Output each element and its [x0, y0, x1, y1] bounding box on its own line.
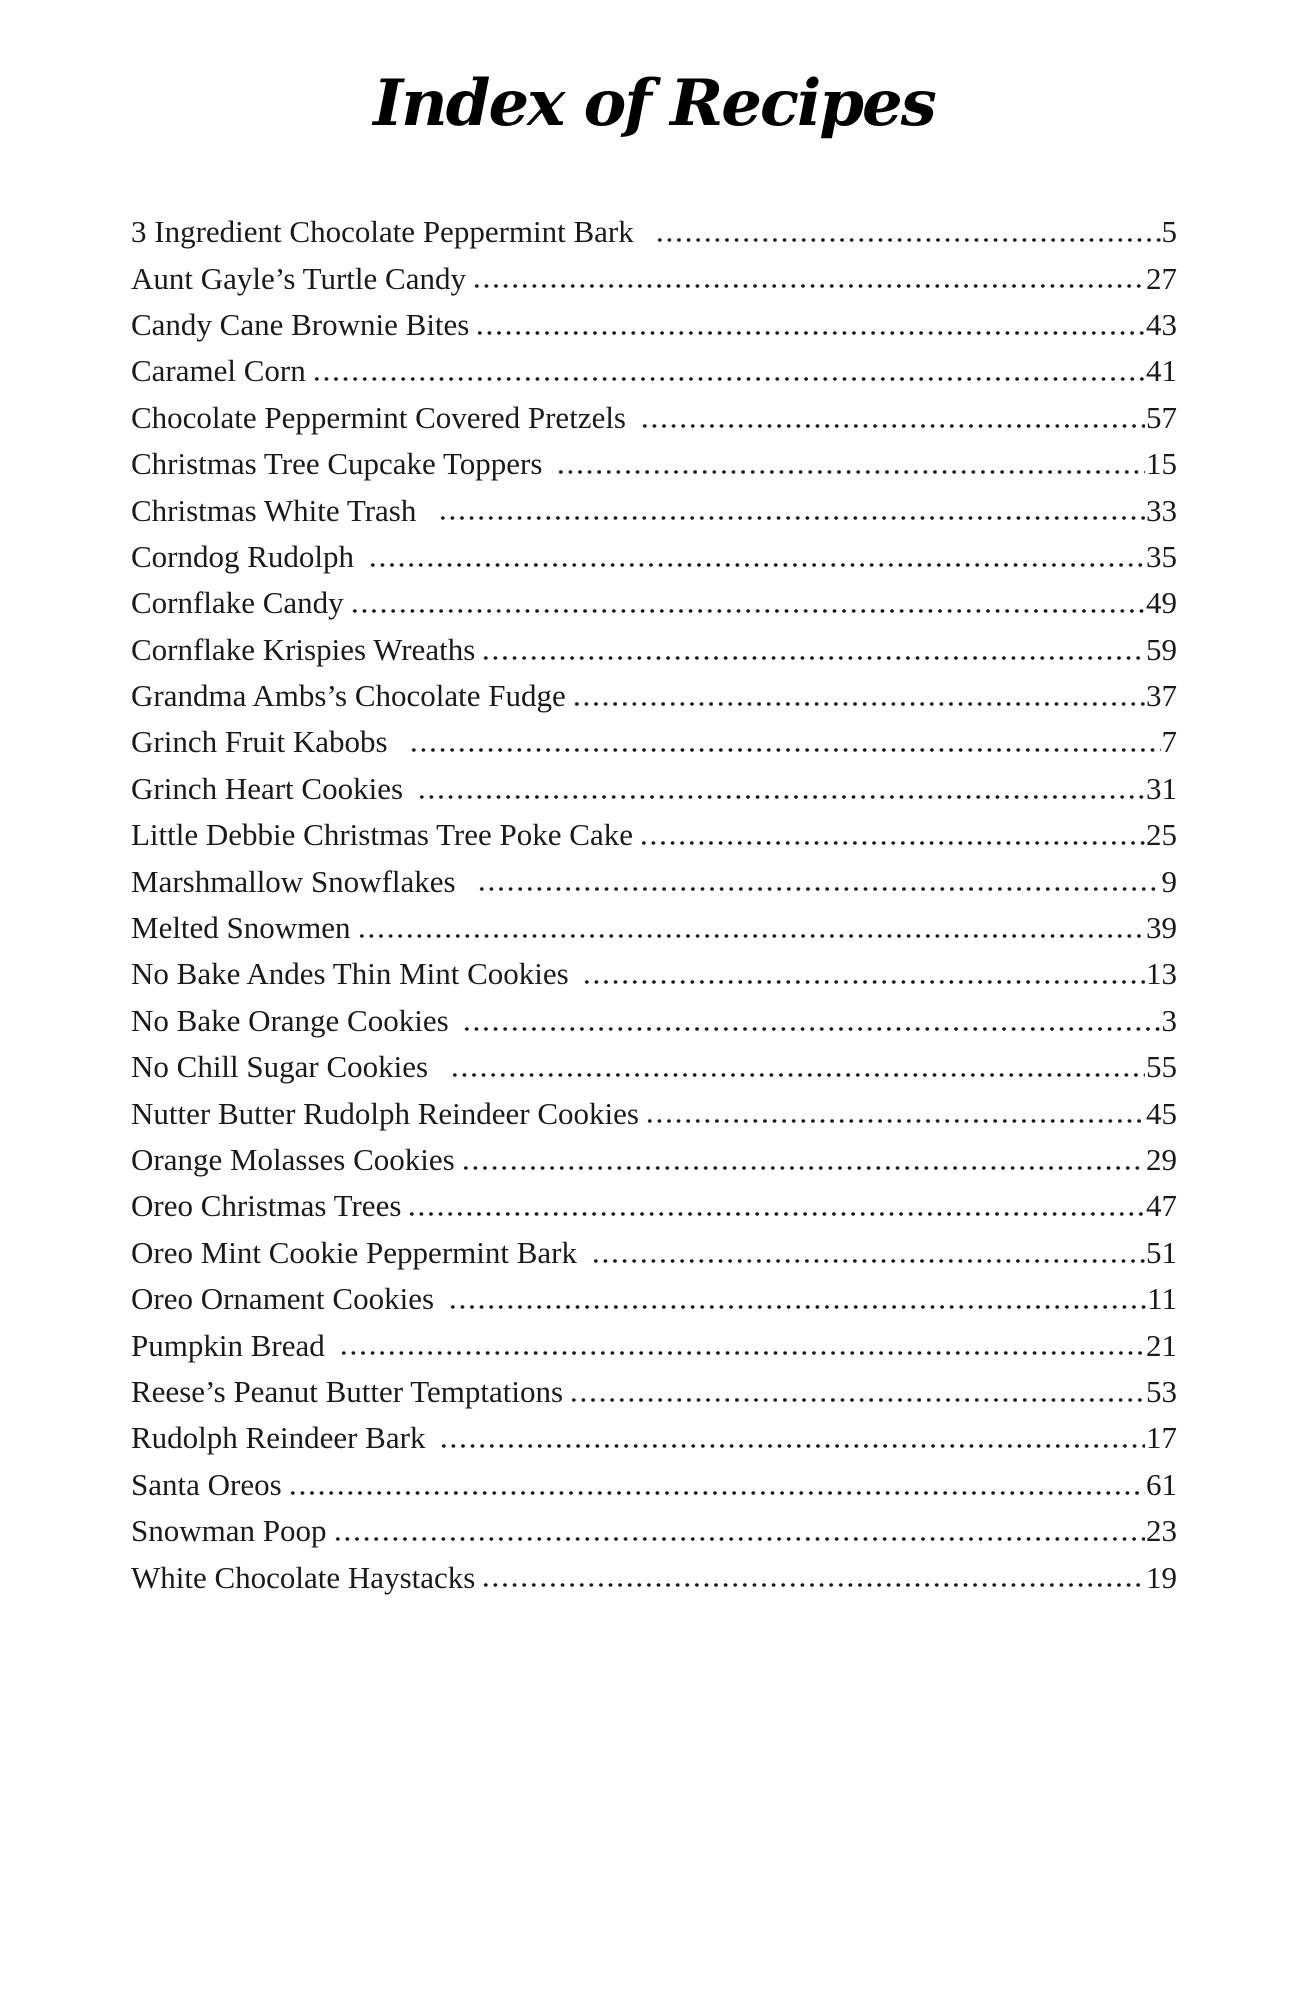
recipe-title: Christmas Tree Cupcake Toppers — [131, 446, 551, 482]
page-number: 57 — [1146, 399, 1177, 435]
recipe-title: Marshmallow Snowflakes — [131, 863, 472, 899]
page-number: 59 — [1146, 631, 1177, 667]
recipe-title: Christmas White Trash — [131, 492, 432, 528]
index-entry-row[interactable] — [131, 1462, 1177, 1508]
recipe-title: Caramel Corn — [131, 353, 306, 389]
dot-leader — [567, 1382, 1145, 1402]
dot-leader — [331, 1521, 1146, 1541]
index-entry-row[interactable] — [131, 859, 1177, 905]
page-number: 19 — [1146, 1559, 1177, 1595]
dot-leader — [570, 686, 1145, 706]
recipe-title: Melted Snowmen — [131, 910, 351, 946]
index-entry-row[interactable] — [131, 766, 1177, 812]
page-number: 5 — [1161, 214, 1177, 250]
index-entry-row[interactable] — [131, 812, 1177, 858]
index-entry-row[interactable] — [131, 1276, 1177, 1322]
page-number: 3 — [1161, 1002, 1177, 1038]
page-number: 9 — [1161, 863, 1177, 899]
dot-leader — [415, 779, 1145, 799]
dot-leader — [475, 872, 1160, 892]
recipe-title: Grinch Fruit Kabobs — [131, 724, 404, 760]
index-entry-row[interactable] — [131, 534, 1177, 580]
index-entry-row[interactable] — [131, 580, 1177, 626]
dot-leader — [337, 1336, 1146, 1356]
recipe-title: Grandma Ambs’s Chocolate Fudge — [131, 678, 566, 714]
index-entry-row[interactable] — [131, 1044, 1177, 1090]
index-entry-row[interactable] — [131, 348, 1177, 394]
recipe-index-list — [131, 209, 1177, 1601]
recipe-title: Cornflake Candy — [131, 585, 344, 621]
page-number: 17 — [1146, 1420, 1177, 1456]
recipe-title: Reese’s Peanut Butter Temptations — [131, 1373, 564, 1409]
page-number: 45 — [1146, 1095, 1177, 1131]
dot-leader — [446, 1289, 1146, 1309]
index-entry-row[interactable] — [131, 1091, 1177, 1137]
dot-leader — [407, 732, 1160, 752]
dot-leader — [473, 315, 1145, 335]
recipe-title: Cornflake Krispies Wreaths — [131, 631, 476, 667]
page-number: 39 — [1146, 910, 1177, 946]
page-number: 37 — [1146, 678, 1177, 714]
index-entry-row[interactable] — [131, 441, 1177, 487]
index-entry-row[interactable] — [131, 1555, 1177, 1601]
index-entry-row[interactable] — [131, 209, 1177, 255]
recipe-title: Aunt Gayle’s Turtle Candy — [131, 260, 466, 296]
dot-leader — [554, 454, 1145, 474]
recipe-title: No Bake Orange Cookies — [131, 1002, 457, 1038]
dot-leader — [479, 1568, 1145, 1588]
dot-leader — [479, 640, 1145, 660]
recipe-title: Oreo Ornament Cookies — [131, 1281, 442, 1317]
page-number: 35 — [1146, 538, 1177, 574]
page-number: 27 — [1146, 260, 1177, 296]
recipe-title: 3 Ingredient Chocolate Peppermint Bark — [131, 214, 650, 250]
dot-leader — [436, 501, 1145, 521]
dot-leader — [638, 408, 1145, 428]
page-number: 55 — [1146, 1049, 1177, 1085]
page-number: 61 — [1146, 1466, 1177, 1502]
index-entry-row[interactable] — [131, 1323, 1177, 1369]
dot-leader — [405, 1196, 1145, 1216]
index-entry-row[interactable] — [131, 951, 1177, 997]
index-entry-row[interactable] — [131, 395, 1177, 441]
index-entry-row[interactable] — [131, 1183, 1177, 1229]
dot-leader — [589, 1243, 1145, 1263]
dot-leader — [653, 222, 1160, 242]
page-number: 29 — [1146, 1142, 1177, 1177]
index-entry-row[interactable] — [131, 998, 1177, 1044]
recipe-title: Grinch Heart Cookies — [131, 770, 411, 806]
dot-leader — [643, 1104, 1145, 1124]
index-entry-row[interactable] — [131, 1230, 1177, 1276]
index-entry-row[interactable] — [131, 673, 1177, 719]
recipe-title: Nutter Butter Rudolph Reindeer Cookies — [131, 1095, 639, 1131]
page-number: 53 — [1146, 1373, 1177, 1409]
page-number: 23 — [1146, 1513, 1177, 1549]
dot-leader — [448, 1057, 1145, 1077]
dot-leader — [580, 964, 1145, 984]
page-number: 33 — [1146, 492, 1177, 528]
recipe-title: Rudolph Reindeer Bark — [131, 1420, 434, 1456]
index-entry-row[interactable] — [131, 1369, 1177, 1415]
index-entry-row[interactable] — [131, 719, 1177, 765]
page-number: 43 — [1146, 306, 1177, 342]
page-number: 11 — [1147, 1281, 1177, 1317]
dot-leader — [310, 361, 1145, 381]
page-number: 25 — [1146, 817, 1177, 853]
page-number: 13 — [1146, 956, 1177, 992]
index-entry-row[interactable] — [131, 1137, 1177, 1183]
dot-leader — [366, 547, 1145, 567]
dot-leader — [355, 918, 1145, 938]
recipe-title: Chocolate Peppermint Covered Pretzels — [131, 399, 634, 435]
recipe-title: Oreo Mint Cookie Peppermint Bark — [131, 1234, 585, 1270]
dot-leader — [460, 1011, 1160, 1031]
recipe-title: Santa Oreos — [131, 1466, 282, 1502]
recipe-title: Corndog Rudolph — [131, 538, 362, 574]
page-number: 51 — [1146, 1234, 1177, 1270]
page-number: 49 — [1146, 585, 1177, 621]
index-entry-row[interactable] — [131, 627, 1177, 673]
index-entry-row[interactable] — [131, 302, 1177, 348]
page-number: 15 — [1146, 446, 1177, 482]
dot-leader — [286, 1475, 1145, 1495]
dot-leader — [348, 593, 1145, 613]
recipe-title: Pumpkin Bread — [131, 1327, 333, 1363]
index-entry-row[interactable] — [131, 256, 1177, 302]
page-number: 7 — [1161, 724, 1177, 760]
page-number: 41 — [1146, 353, 1177, 389]
recipe-title: No Chill Sugar Cookies — [131, 1049, 444, 1085]
recipe-title: Candy Cane Brownie Bites — [131, 306, 470, 342]
recipe-title: No Bake Andes Thin Mint Cookies — [131, 956, 577, 992]
index-entry-row[interactable] — [131, 1508, 1177, 1554]
page-title: Index of Recipes — [373, 66, 935, 141]
recipe-title: White Chocolate Haystacks — [131, 1559, 476, 1595]
recipe-title: Oreo Christmas Trees — [131, 1188, 402, 1224]
dot-leader — [459, 1150, 1145, 1170]
recipe-title: Snowman Poop — [131, 1513, 327, 1549]
index-entry-row[interactable] — [131, 1415, 1177, 1461]
recipe-title: Little Debbie Christmas Tree Poke Cake — [131, 817, 633, 853]
page-number: 31 — [1146, 770, 1177, 806]
index-entry-row[interactable] — [131, 905, 1177, 951]
page-number: 47 — [1146, 1188, 1177, 1224]
index-entry-row[interactable] — [131, 488, 1177, 534]
page-number: 21 — [1146, 1327, 1177, 1363]
dot-leader — [470, 269, 1145, 289]
dot-leader — [437, 1428, 1145, 1448]
dot-leader — [637, 825, 1145, 845]
recipe-title: Orange Molasses Cookies — [131, 1142, 455, 1177]
